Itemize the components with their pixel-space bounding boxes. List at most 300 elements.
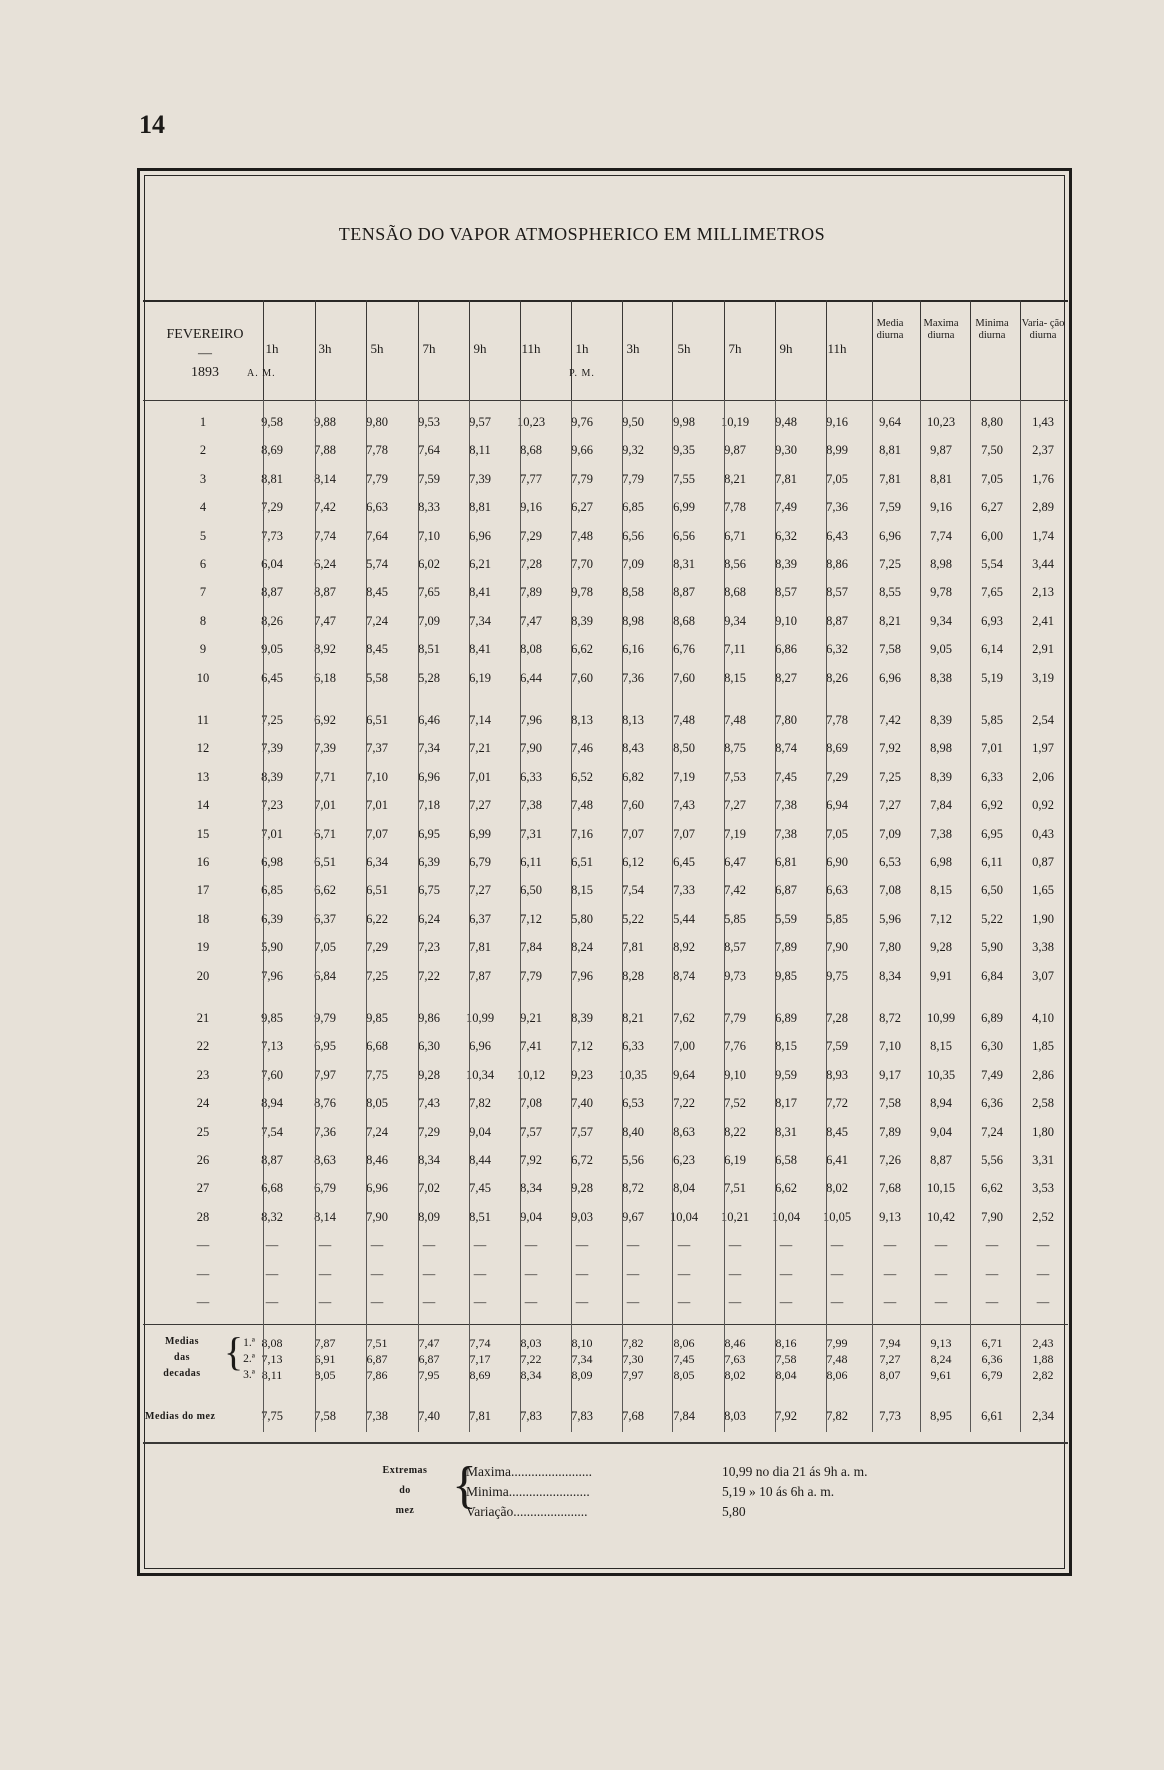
table-cell: 8,81 — [261, 471, 283, 486]
decade-mean-cell: 7,30 — [622, 1352, 644, 1367]
table-cell: 10,35 — [618, 1067, 648, 1082]
empty-row-mark: — — [985, 1266, 999, 1281]
table-cell: 6,51 — [366, 713, 388, 727]
table-cell: 6,92 — [314, 713, 336, 727]
table-cell: 6,79 — [469, 855, 491, 869]
decade-ordinal: 1.ª — [243, 1337, 255, 1350]
table-cell: 8,68 — [673, 613, 695, 628]
table-cell: 7,59 — [879, 500, 901, 515]
table-cell: 6,62 — [571, 642, 593, 657]
table-title: TENSÃO DO VAPOR ATMOSPHERICO EM MILLIMETROS — [338, 224, 826, 244]
table-cell: 7,28 — [520, 557, 542, 571]
table-cell: 7,05 — [826, 471, 848, 486]
column-header — [865, 318, 915, 342]
table-cell: 7,52 — [724, 1096, 746, 1111]
table-cell: 7,60 — [622, 798, 644, 813]
body-column-divider — [315, 400, 316, 1432]
table-cell: 7,09 — [622, 557, 644, 571]
decade-mean-cell: 7,74 — [469, 1336, 491, 1351]
table-cell: 6,02 — [418, 557, 440, 571]
column-header — [608, 342, 658, 356]
table-cell: 7,28 — [826, 1011, 848, 1025]
table-cell: 6,95 — [981, 826, 1003, 841]
table-cell: 2,13 — [1032, 585, 1054, 600]
table-cell: 8,98 — [930, 741, 952, 756]
decade-mean-cell: 6,71 — [981, 1336, 1003, 1351]
table-cell: 2,06 — [1032, 769, 1054, 784]
table-cell: 9,35 — [673, 443, 695, 458]
table-cell: 6,72 — [571, 1153, 593, 1167]
table-cell: 1,43 — [1032, 415, 1054, 429]
table-cell: 5,96 — [879, 911, 901, 926]
decade-mean-cell: 7,22 — [520, 1352, 542, 1367]
empty-row-mark: — — [318, 1295, 332, 1309]
table-cell: 10,04 — [771, 1209, 801, 1224]
table-cell: 8,92 — [314, 642, 336, 657]
month-mean-cell: 2,34 — [1032, 1409, 1054, 1424]
table-cell: 8,68 — [520, 443, 542, 458]
table-cell: 6,96 — [469, 1039, 491, 1054]
table-cell: 7,79 — [724, 1011, 746, 1025]
extremes-line — [466, 1482, 1116, 1502]
table-cell: 7,39 — [314, 741, 336, 756]
table-cell: 7,81 — [879, 471, 901, 486]
decade-mean-cell: 7,34 — [571, 1352, 593, 1367]
decade-means-label: Medias — [164, 1336, 200, 1348]
empty-row-mark: — — [934, 1266, 948, 1281]
table-cell: 7,38 — [775, 798, 797, 813]
decade-mean-cell: 8,03 — [520, 1336, 542, 1351]
table-cell: 7,23 — [418, 940, 440, 955]
table-cell: 7,29 — [418, 1124, 440, 1139]
table-cell: 8,63 — [314, 1153, 336, 1167]
table-cell: 6,46 — [418, 713, 440, 727]
table-cell: 8,99 — [826, 443, 848, 458]
table-cell: 9,57 — [469, 415, 491, 429]
table-cell: 6,96 — [879, 528, 901, 543]
table-cell: 8,22 — [724, 1124, 746, 1139]
decade-mean-cell: 8,06 — [673, 1336, 695, 1351]
table-cell: 5,85 — [724, 911, 746, 926]
table-cell: 8,87 — [673, 585, 695, 600]
table-cell: 7,34 — [469, 613, 491, 628]
decade-mean-cell: 7,86 — [366, 1368, 388, 1383]
table-cell: 8,45 — [366, 642, 388, 657]
table-cell: 8,87 — [826, 613, 848, 628]
table-cell: 9,78 — [571, 585, 593, 600]
table-cell: 8,13 — [571, 713, 593, 727]
table-cell: 8,45 — [366, 585, 388, 600]
body-column-divider — [366, 400, 367, 1432]
table-cell: 6,98 — [930, 855, 952, 869]
empty-row-mark: — — [318, 1238, 332, 1253]
table-cell: 5,58 — [366, 670, 388, 685]
table-cell: 6,39 — [418, 855, 440, 869]
table-cell: 6,56 — [622, 528, 644, 543]
month-mean-cell: 7,58 — [314, 1409, 336, 1424]
column-header — [455, 342, 505, 356]
table-cell: 2,89 — [1032, 500, 1054, 515]
table-cell: 8,34 — [879, 968, 901, 983]
table-cell: 6,33 — [520, 769, 542, 784]
table-cell: 4,10 — [1032, 1011, 1054, 1025]
table-cell: 6,94 — [826, 798, 848, 813]
day-number: 28 — [196, 1209, 210, 1224]
day-number: 13 — [196, 769, 210, 784]
table-cell: 8,21 — [622, 1011, 644, 1025]
column-header-label: 9h — [473, 341, 487, 356]
table-cell: 6,45 — [261, 670, 283, 685]
table-cell: 9,53 — [418, 415, 440, 429]
table-cell: 5,28 — [418, 670, 440, 685]
table-cell: 7,34 — [418, 741, 440, 756]
table-cell: 6,39 — [261, 911, 283, 926]
table-cell: 7,78 — [826, 713, 848, 727]
table-cell: 6,22 — [366, 911, 388, 926]
table-cell: 6,75 — [418, 883, 440, 898]
column-header — [352, 342, 402, 356]
empty-row-mark: — — [265, 1295, 279, 1309]
table-cell: 7,42 — [314, 500, 336, 515]
table-cell: 7,27 — [469, 883, 491, 898]
table-cell: 7,22 — [418, 968, 440, 983]
table-cell: 6,96 — [366, 1181, 388, 1196]
day-number: 21 — [196, 1011, 210, 1025]
table-cell: 6,84 — [981, 968, 1003, 983]
column-header — [967, 318, 1017, 342]
table-cell: 6,47 — [724, 855, 746, 869]
table-cell: 9,03 — [571, 1209, 593, 1224]
table-cell: 8,81 — [469, 500, 491, 515]
decade-mean-cell: 7,94 — [879, 1336, 901, 1351]
table-cell: 2,91 — [1032, 642, 1054, 657]
table-cell: 6,37 — [314, 911, 336, 926]
empty-row-mark: — — [473, 1238, 487, 1253]
table-cell: 6,89 — [981, 1011, 1003, 1025]
table-cell: 7,01 — [261, 826, 283, 841]
column-header — [506, 342, 556, 356]
table-cell: 2,54 — [1032, 713, 1054, 727]
extremes-name: Minima — [466, 1484, 509, 1500]
table-cell: 6,62 — [775, 1181, 797, 1196]
table-cell: 8,57 — [826, 585, 848, 600]
table-cell: 6,33 — [622, 1039, 644, 1054]
table-cell: 7,48 — [673, 713, 695, 727]
column-header-label: 11h — [827, 341, 847, 356]
table-cell: 6,44 — [520, 670, 542, 685]
empty-row-mark: — — [196, 1295, 210, 1309]
day-number: 16 — [196, 855, 210, 869]
table-cell: 7,90 — [981, 1209, 1003, 1224]
table-cell: 9,34 — [930, 613, 952, 628]
table-cell: 2,58 — [1032, 1096, 1054, 1111]
table-cell: 9,85 — [261, 1011, 283, 1025]
table-cell: 7,10 — [366, 769, 388, 784]
day-number: 17 — [196, 883, 210, 898]
table-cell: 6,50 — [520, 883, 542, 898]
day-number: 3 — [199, 471, 207, 486]
decade-mean-cell: 9,61 — [930, 1368, 952, 1383]
day-number: 9 — [199, 642, 207, 657]
table-cell: 7,47 — [520, 613, 542, 628]
table-cell: 3,31 — [1032, 1153, 1054, 1167]
table-cell: 8,72 — [879, 1011, 901, 1025]
table-cell: 7,51 — [724, 1181, 746, 1196]
table-cell: 10,42 — [926, 1209, 956, 1224]
extremes-value: 10,99 no dia 21 ás 9h a. m. — [722, 1464, 868, 1480]
day-number: 22 — [196, 1039, 210, 1054]
table-cell: 7,07 — [366, 826, 388, 841]
table-cell: 8,24 — [571, 940, 593, 955]
table-cell: 7,54 — [261, 1124, 283, 1139]
table-cell: 9,23 — [571, 1067, 593, 1082]
decade-mean-cell: 8,11 — [261, 1368, 283, 1383]
table-cell: 1,76 — [1032, 471, 1054, 486]
table-cell: 7,08 — [520, 1096, 542, 1111]
table-cell: 6,96 — [418, 769, 440, 784]
extremes-label: mez — [395, 1505, 415, 1517]
table-cell: 8,14 — [314, 1209, 336, 1224]
table-cell: 7,49 — [775, 500, 797, 515]
empty-row-mark: — — [370, 1238, 384, 1253]
table-cell: 10,99 — [465, 1011, 495, 1025]
table-cell: 7,79 — [571, 471, 593, 486]
table-cell: 8,39 — [930, 713, 952, 727]
decade-mean-cell: 6,36 — [981, 1352, 1003, 1367]
table-cell: 6,52 — [571, 769, 593, 784]
month-mean-cell: 7,68 — [622, 1409, 644, 1424]
table-cell: 7,74 — [930, 528, 952, 543]
table-cell: 10,21 — [720, 1209, 750, 1224]
table-cell: 7,82 — [469, 1096, 491, 1111]
table-cell: 7,01 — [314, 798, 336, 813]
table-cell: 9,58 — [261, 415, 283, 429]
table-cell: 9,21 — [520, 1011, 542, 1025]
month-mean-cell: 7,75 — [261, 1409, 283, 1424]
empty-row-mark: — — [728, 1266, 742, 1281]
table-cell: 9,10 — [775, 613, 797, 628]
table-cell: 7,45 — [469, 1181, 491, 1196]
empty-row-mark: — — [934, 1238, 948, 1253]
decade-mean-cell: 7,17 — [469, 1352, 491, 1367]
table-cell: 8,08 — [520, 642, 542, 657]
column-header-label: 5h — [370, 341, 384, 356]
table-cell: 9,87 — [930, 443, 952, 458]
table-cell: 7,78 — [366, 443, 388, 458]
table-cell: 7,38 — [775, 826, 797, 841]
table-cell: 7,46 — [571, 741, 593, 756]
extremes-top-rule — [143, 1442, 1068, 1444]
table-cell: 9,88 — [314, 415, 336, 429]
extremes-line — [466, 1462, 1116, 1482]
table-cell: 6,00 — [981, 528, 1003, 543]
empty-row-mark: — — [1036, 1295, 1050, 1309]
column-header-label: Maxima diurna — [923, 318, 959, 342]
day-number: 20 — [196, 968, 210, 983]
table-cell: 8,74 — [673, 968, 695, 983]
table-cell: 7,37 — [366, 741, 388, 756]
table-cell: 8,27 — [775, 670, 797, 685]
table-cell: 6,56 — [673, 528, 695, 543]
table-cell: 8,87 — [314, 585, 336, 600]
day-number: 2 — [199, 443, 207, 458]
table-cell: 6,71 — [314, 826, 336, 841]
table-cell: 6,90 — [826, 855, 848, 869]
table-cell: 6,16 — [622, 642, 644, 657]
table-cell: 7,80 — [879, 940, 901, 955]
table-cell: 6,89 — [775, 1011, 797, 1025]
table-cell: 6,27 — [571, 500, 593, 515]
table-cell: 6,62 — [981, 1181, 1003, 1196]
table-cell: 6,11 — [520, 855, 542, 869]
table-cell: 9,76 — [571, 415, 593, 429]
table-cell: 9,91 — [930, 968, 952, 983]
extremes-name: Maxima — [466, 1464, 511, 1480]
table-cell: 1,80 — [1032, 1124, 1054, 1139]
table-cell: 1,65 — [1032, 883, 1054, 898]
table-cell: 6,85 — [261, 883, 283, 898]
table-cell: 7,53 — [724, 769, 746, 784]
table-cell: 8,86 — [826, 557, 848, 571]
day-number: 7 — [199, 585, 207, 600]
table-cell: 7,45 — [775, 769, 797, 784]
table-cell: 8,34 — [520, 1181, 542, 1196]
table-cell: 9,85 — [775, 968, 797, 983]
table-cell: 5,22 — [622, 911, 644, 926]
table-cell: 6,87 — [775, 883, 797, 898]
table-cell: 5,85 — [826, 911, 848, 926]
table-cell: 7,78 — [724, 500, 746, 515]
table-cell: 7,81 — [622, 940, 644, 955]
table-cell: 8,58 — [622, 585, 644, 600]
table-cell: 7,60 — [571, 670, 593, 685]
table-cell: 6,51 — [314, 855, 336, 869]
table-cell: 8,81 — [930, 471, 952, 486]
table-cell: 7,84 — [520, 940, 542, 955]
table-cell: 5,19 — [981, 670, 1003, 685]
empty-row-mark: — — [830, 1266, 844, 1281]
table-cell: 8,17 — [775, 1096, 797, 1111]
table-cell: 5,90 — [261, 940, 283, 955]
table-cell: 7,72 — [826, 1096, 848, 1111]
table-cell: 5,22 — [981, 911, 1003, 926]
decade-mean-cell: 7,51 — [366, 1336, 388, 1351]
table-cell: 8,05 — [366, 1096, 388, 1111]
decade-mean-cell: 8,24 — [930, 1352, 952, 1367]
empty-row-mark: — — [779, 1266, 793, 1281]
table-cell: 9,10 — [724, 1067, 746, 1082]
table-cell: 7,60 — [673, 670, 695, 685]
table-cell: 7,25 — [879, 557, 901, 571]
table-cell: 7,00 — [673, 1039, 695, 1054]
table-cell: 8,38 — [930, 670, 952, 685]
table-cell: 8,15 — [930, 1039, 952, 1054]
table-cell: 7,36 — [826, 500, 848, 515]
table-cell: 9,64 — [879, 415, 901, 429]
table-cell: 7,84 — [930, 798, 952, 813]
day-number: 23 — [196, 1067, 210, 1082]
table-cell: 9,80 — [366, 415, 388, 429]
table-cell: 7,27 — [469, 798, 491, 813]
table-cell: 5,74 — [366, 557, 388, 571]
body-column-divider — [622, 400, 623, 1432]
empty-row-mark: — — [830, 1295, 844, 1309]
decade-mean-cell: 6,87 — [418, 1352, 440, 1367]
table-cell: 8,26 — [261, 613, 283, 628]
table-cell: 9,17 — [879, 1067, 901, 1082]
empty-row-mark: — — [265, 1266, 279, 1281]
table-cell: 7,89 — [520, 585, 542, 600]
table-cell: 7,81 — [775, 471, 797, 486]
table-cell: 9,04 — [930, 1124, 952, 1139]
empty-row-mark: — — [1036, 1266, 1050, 1281]
table-cell: 6,53 — [622, 1096, 644, 1111]
empty-row-mark: — — [422, 1295, 436, 1309]
table-cell: 7,22 — [673, 1096, 695, 1111]
body-column-divider — [872, 400, 873, 1432]
table-cell: 6,53 — [879, 855, 901, 869]
month-mean-cell: 7,40 — [418, 1409, 440, 1424]
table-cell: 6,24 — [314, 557, 336, 571]
table-cell: 9,04 — [520, 1209, 542, 1224]
empty-row-mark: — — [934, 1295, 948, 1309]
table-cell: 6,71 — [724, 528, 746, 543]
table-cell: 7,12 — [571, 1039, 593, 1054]
empty-row-mark: — — [626, 1238, 640, 1253]
table-cell: 9,75 — [826, 968, 848, 983]
table-cell: 9,79 — [314, 1011, 336, 1025]
empty-row-mark: — — [318, 1266, 332, 1281]
table-cell: 7,60 — [261, 1067, 283, 1082]
empty-row-mark: — — [370, 1295, 384, 1309]
table-cell: 7,29 — [520, 528, 542, 543]
table-cell: 8,56 — [724, 557, 746, 571]
extremes-label: Extremas — [382, 1465, 428, 1477]
table-cell: 7,29 — [261, 500, 283, 515]
extremes-leader: ........................ — [508, 1484, 590, 1500]
day-number: 14 — [196, 798, 210, 813]
table-cell: 6,81 — [775, 855, 797, 869]
day-number: 6 — [199, 557, 207, 571]
table-cell: 7,19 — [724, 826, 746, 841]
table-cell: 9,28 — [930, 940, 952, 955]
decade-mean-cell: 6,79 — [981, 1368, 1003, 1383]
body-column-divider — [970, 400, 971, 1432]
table-cell: 7,12 — [930, 911, 952, 926]
table-cell: 6,30 — [981, 1039, 1003, 1054]
table-cell: 7,43 — [418, 1096, 440, 1111]
table-cell: 8,87 — [261, 585, 283, 600]
table-cell: 9,16 — [520, 500, 542, 515]
table-cell: 7,76 — [724, 1039, 746, 1054]
table-cell: 10,15 — [926, 1181, 956, 1196]
column-header-label: 9h — [779, 341, 793, 356]
decade-mean-cell: 2,82 — [1032, 1368, 1054, 1383]
table-cell: 8,15 — [930, 883, 952, 898]
empty-row-mark: — — [524, 1238, 538, 1253]
table-cell: 7,07 — [622, 826, 644, 841]
table-cell: 7,01 — [366, 798, 388, 813]
table-cell: 3,07 — [1032, 968, 1054, 983]
table-cell: 9,30 — [775, 443, 797, 458]
table-cell: 7,39 — [469, 471, 491, 486]
table-cell: 5,80 — [571, 911, 593, 926]
table-cell: 6,99 — [673, 500, 695, 515]
decade-means-label: das — [174, 1352, 190, 1364]
body-column-divider — [571, 400, 572, 1432]
table-cell: 7,39 — [261, 741, 283, 756]
table-cell: 8,33 — [418, 500, 440, 515]
